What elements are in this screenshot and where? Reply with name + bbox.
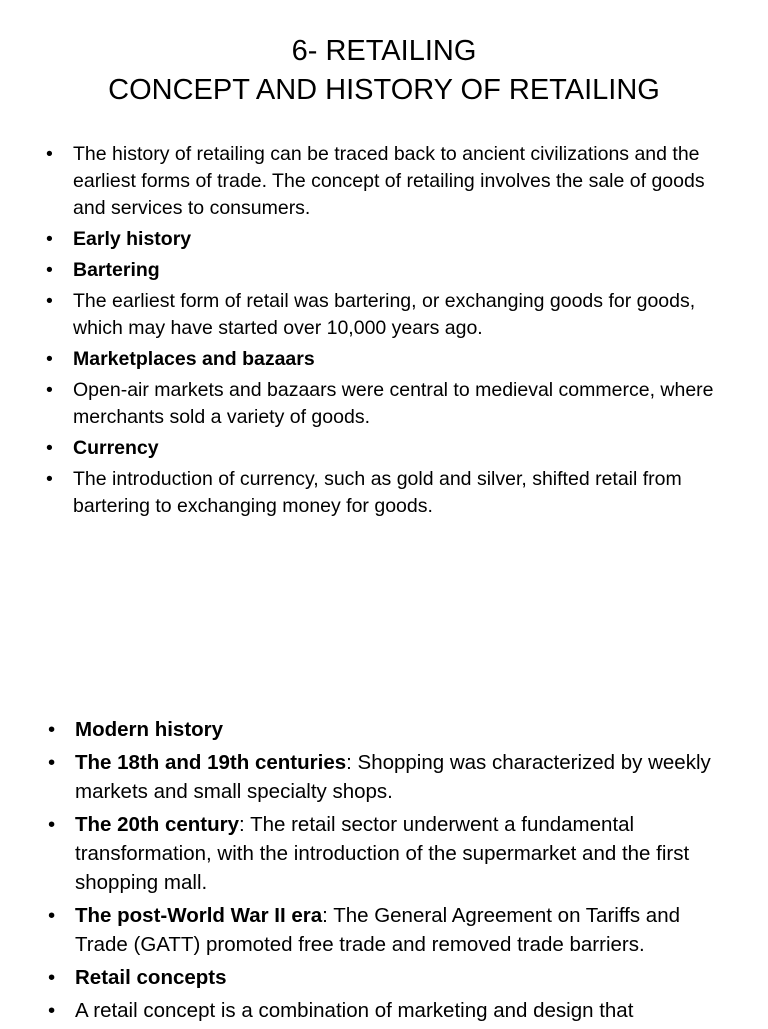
bullet-icon: •	[48, 751, 56, 774]
list-item	[46, 226, 733, 253]
bullet-text: The introduction of currency, such as gold and silver, shifted retail from bartering to exchanging money for goods.	[73, 468, 682, 517]
list-item	[48, 963, 735, 992]
bullet-term: The 18th and 19th centuries	[75, 751, 347, 774]
bullet-list-early-history	[46, 141, 733, 524]
list-item	[48, 748, 735, 806]
list-item	[46, 466, 733, 520]
bullet-icon: •	[48, 966, 56, 989]
bullet-text: : The retail sector underwent a fundamental transformation, with the introduction of the supermarket and the first shopping mall.	[75, 813, 690, 894]
list-item	[46, 346, 733, 373]
bullet-heading: Early history	[73, 228, 192, 250]
bullet-icon: •	[46, 379, 53, 401]
bullet-icon: •	[46, 437, 53, 459]
bullet-text: Open-air markets and bazaars were central to medieval commerce, where merchants sold a variety of goods.	[73, 379, 714, 428]
bullet-icon: •	[46, 143, 53, 165]
bullet-text: The earliest form of retail was bartering, or exchanging goods for goods, which may have started over 10,000 years ago.	[73, 290, 696, 339]
bullet-heading: Currency	[73, 437, 159, 459]
list-item	[48, 810, 735, 897]
title-line-1: 6- RETAILING	[291, 35, 477, 67]
title-line-2: CONCEPT AND HISTORY OF RETAILING	[108, 74, 660, 106]
list-item	[48, 715, 735, 744]
list-item	[46, 377, 733, 431]
bullet-icon: •	[48, 904, 56, 927]
bullet-icon: •	[48, 813, 56, 836]
bullet-term: The post-World War II era	[75, 904, 323, 927]
bullet-text: The history of retailing can be traced back to ancient civilizations and the earliest forms of trade. The concept of retailing involves the sale of goods and services to consumers.	[73, 143, 705, 219]
bullet-heading: Marketplaces and bazaars	[73, 348, 315, 370]
list-item	[48, 901, 735, 959]
bullet-icon: •	[48, 718, 56, 741]
list-item	[46, 257, 733, 284]
list-item	[46, 435, 733, 462]
bullet-heading: Bartering	[73, 259, 160, 281]
list-item	[46, 288, 733, 342]
bullet-icon: •	[46, 468, 53, 490]
bullet-heading: Modern history	[75, 718, 224, 741]
bullet-icon: •	[46, 228, 53, 250]
bullet-icon: •	[46, 259, 53, 281]
bullet-text: A retail concept is a combination of marketing and design that	[75, 999, 634, 1022]
bullet-list-modern-history	[48, 715, 735, 1029]
slide-title	[0, 32, 768, 110]
bullet-icon: •	[48, 999, 56, 1022]
bullet-icon: •	[46, 348, 53, 370]
list-item	[48, 996, 735, 1025]
bullet-icon: •	[46, 290, 53, 312]
list-item	[46, 141, 733, 222]
bullet-text: : The General Agreement on Tariffs and Trade (GATT) promoted free trade and removed trade barriers.	[75, 904, 681, 956]
bullet-text: : Shopping was characterized by weekly markets and small specialty shops.	[75, 751, 711, 803]
bullet-heading: Retail concepts	[75, 966, 227, 989]
bullet-term: The 20th century	[75, 813, 240, 836]
